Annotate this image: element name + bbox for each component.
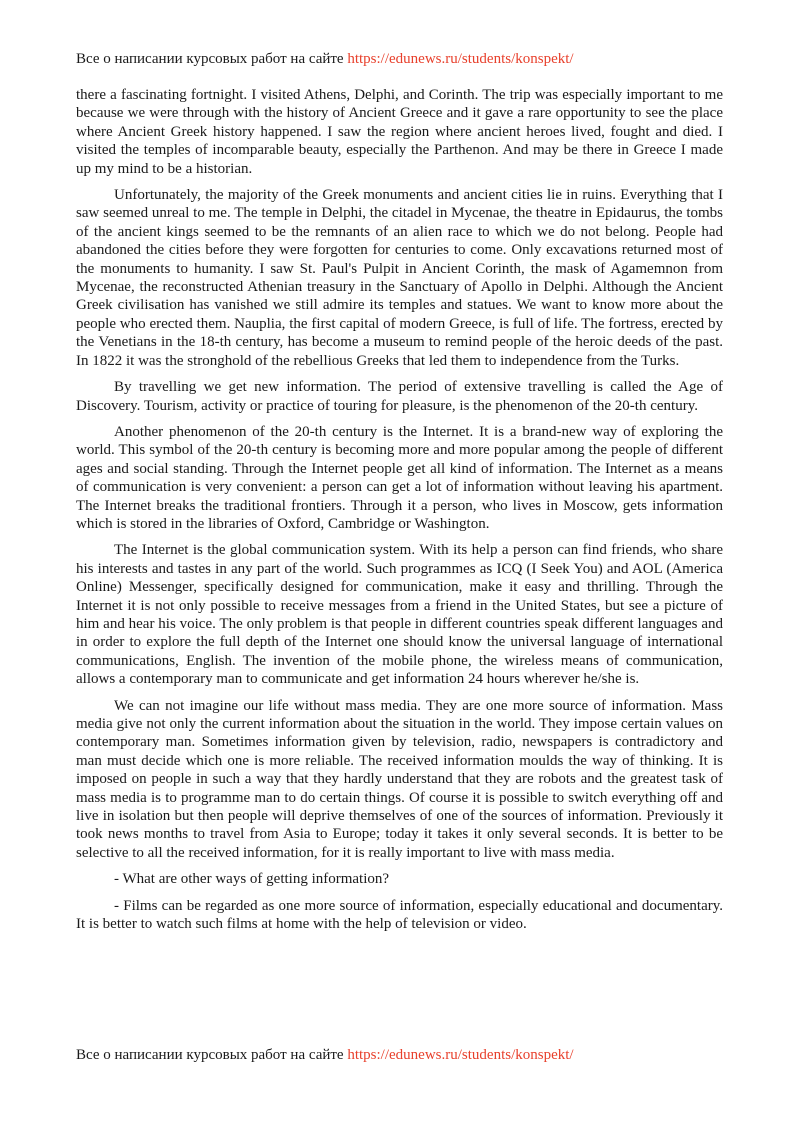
footer-text: Все о написании курсовых работ на сайте [76,1047,348,1063]
paragraph-greek-monuments: Unfortunately, the majority of the Greek monuments and ancient cities lie in ruins. Everything that I saw seemed unreal to me. The temple in Delphi, the citadel in Mycenae, the theatre in Epidaurus, the tombs of the ancient kings seemed to be the remnants of an alien race to which we do not belong. People had abandoned the cities before they were forgotten for centuries to come. Only excavations returned most of the monuments to humanity. I saw St. Paul's Pulpit in Ancient Corinth, the mask of Agamemnon from Mycenae, the reconstructed Athenian treasury in the Sanctuary of Apollo in Delphi. Although the Ancient Greek civilisation has vanished we still admire its temples and statues. We want to know more about the people who erected them. Nauplia, the first capital of modern Greece, is full of life. The fortress, erected by the Venetians in the 18-th century, has become a museum to remind people of the heroic deeds of the past. In 1822 it was the stronghold of the rebellious Greeks that led them to independence from the Turks. [76,187,723,369]
page-footer [76,1046,723,1064]
page-header [76,50,723,68]
footer-site-link[interactable]: https://edunews.ru/students/konspekt/ [347,1047,574,1063]
paragraph-travelling: By travelling we get new information. The period of extensive travelling is called the Age of Discovery. Tourism, activity or practice of touring for pleasure, is the phenomenon of the 20-th century. [76,379,723,414]
paragraph-internet-phenomenon: Another phenomenon of the 20-th century is the Internet. It is a brand-new way of exploring the world. This symbol of the 20-th century is becoming more and more popular among the people of different ages and social standing. Through the Internet people get all kind of information. The Internet as a means of communication is very convenient: a person can get a lot of information without leaving his apartment. The Internet breaks the traditional frontiers. Through it a person, who lives in Moscow, gets information which is stored in the libraries of Oxford, Cambridge or Washington. [76,423,723,532]
paragraph-internet-communication: The Internet is the global communication system. With its help a person can find friends, who share his interests and tastes in any part of the world. Such programmes as ICQ (I Seek You) and AOL (America Online) Messenger, specifically designed for communication, make it easy and thrilling. Through the Internet it is not only possible to receive messages from a friend in the United States, but see a picture of him and hear his voice. The only problem is that people in different countries speak different languages and in order to explore the full depth of the Internet one should know the universal language of international communications, English. The invention of the mobile phone, the wireless means of communication, allows a contemporary man to communicate and get information 24 hours wherever he/she is. [76,542,723,688]
paragraph-mass-media: We can not imagine our life without mass media. They are one more source of information. Mass media give not only the current information about the situation in the world. They impose certain values on contemporary man. Sometimes information given by television, radio, newspapers is contradictory and man must decide which one is more reliable. The received information moulds the way of thinking. It is imposed on people in such a way that they hardly understand that they are robots and the greatest task of mass media is to programme man to do certain things. Of course it is possible to switch everything off and live in isolation but then people will deprive themselves of one of the sources of information. Previously it took news months to travel from Asia to Europe; today it takes it only several seconds. It is better to be selective to all the received information, for it is really important to live with mass media. [76,697,723,861]
paragraph-films-answer: - Films can be regarded as one more source of information, especially educational and documentary. It is better to watch such films at home with the help of television or video. [76,897,723,933]
paragraph-greece-trip: there a fascinating fortnight. I visited Athens, Delphi, and Corinth. The trip was especially important to me because we were through with the history of Ancient Greece and it gave a rare opportunity to see the place where Ancient Greek history happened. I saw the region where ancient heroes lived, fought and died. I visited the temples of incomparable beauty, especially the Parthenon. And may be there in Greece I made up my mind to be a historian. [76,87,723,177]
header-text: Все о написании курсовых работ на сайте [76,51,348,67]
paragraph-question: - What are other ways of getting information? [114,871,390,888]
header-site-link[interactable]: https://edunews.ru/students/konspekt/ [347,51,574,67]
document-body [76,86,723,941]
